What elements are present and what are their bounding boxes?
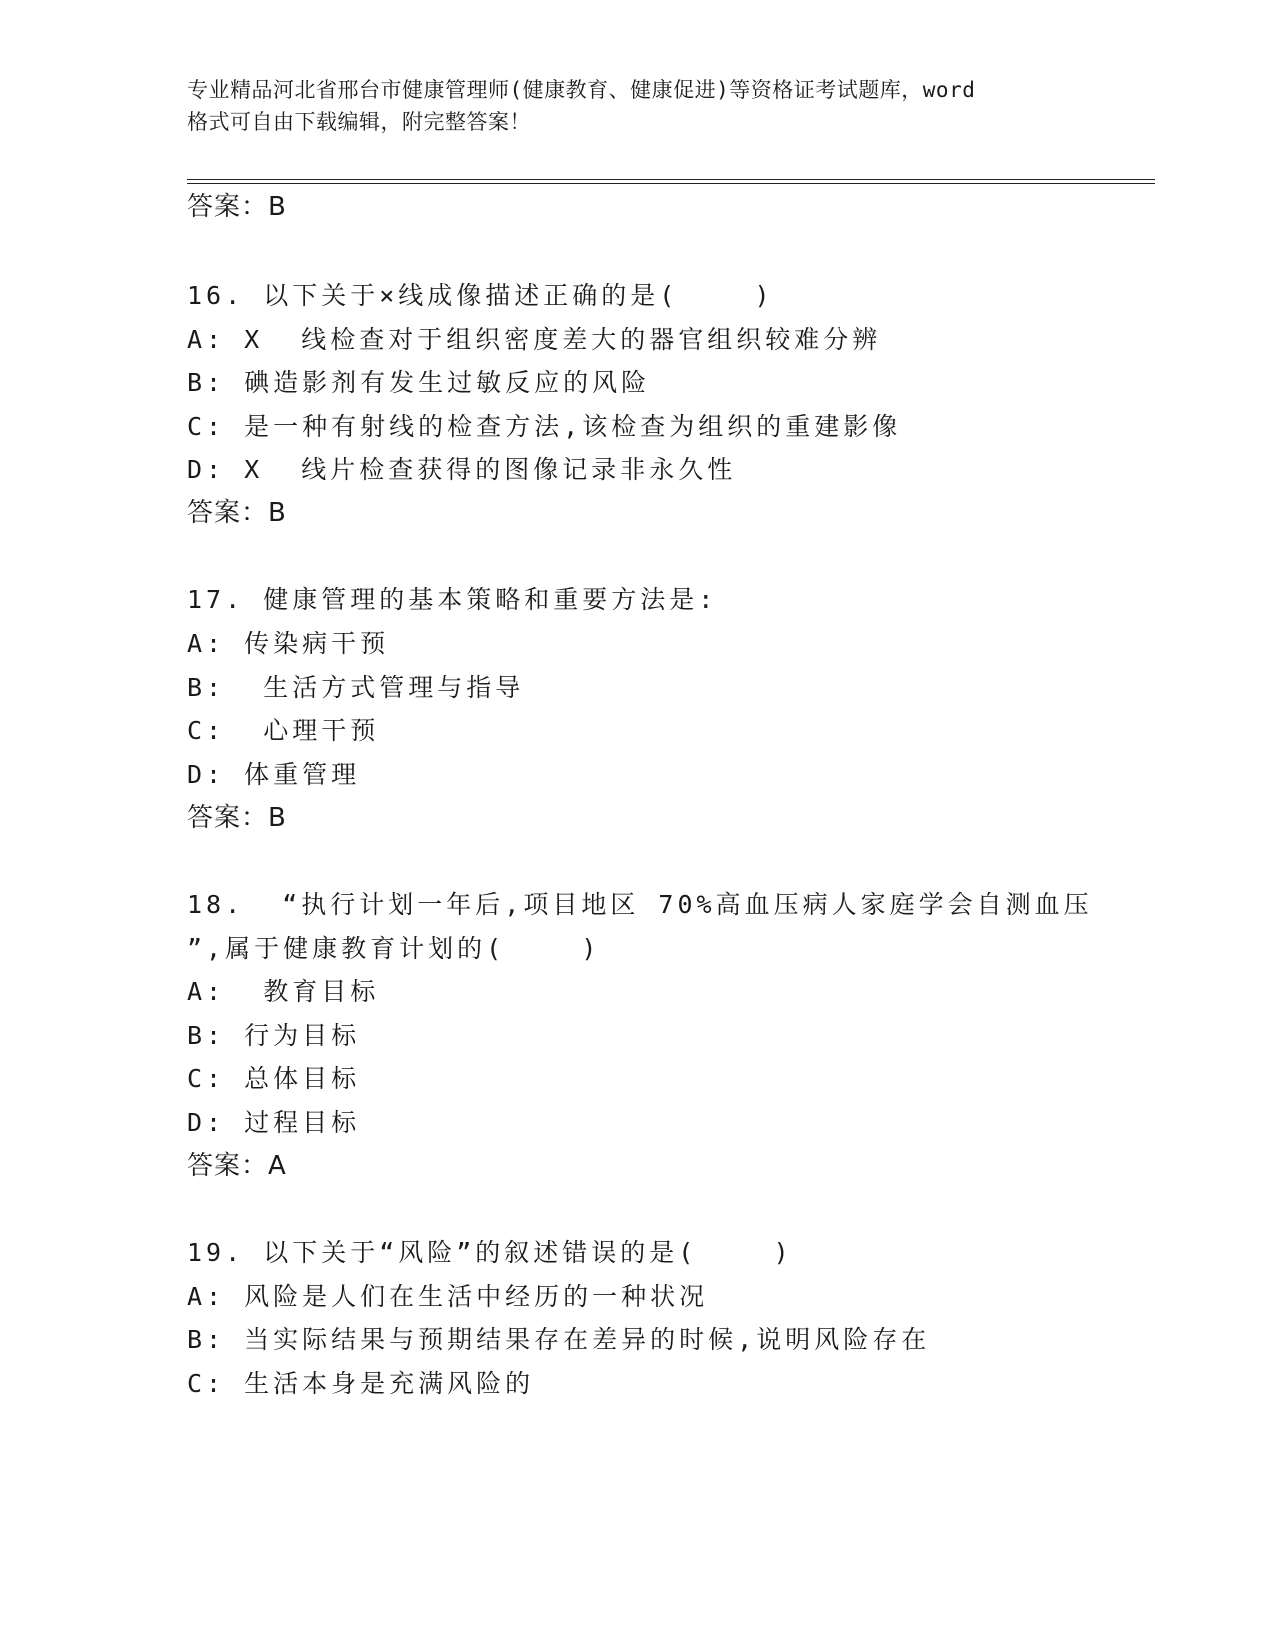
question-17-option-b: B: 生活方式管理与指导 xyxy=(187,673,525,702)
question-16-option-d: D: X 线片检查获得的图像记录非永久性 xyxy=(187,455,737,484)
answer-16: 答案：B xyxy=(187,498,287,528)
question-19-option-c: C: 生活本身是充满风险的 xyxy=(187,1369,535,1398)
question-17-option-d: D: 体重管理 xyxy=(187,760,361,789)
question-18-stem-continued: ”,属于健康教育计划的( ) xyxy=(187,934,601,963)
page-header xyxy=(187,74,1097,138)
answer-17: 答案：B xyxy=(187,803,287,833)
answer-15: 答案：B xyxy=(187,192,287,222)
question-17-stem: 17. 健康管理的基本策略和重要方法是: xyxy=(187,585,718,614)
question-16-option-b: B: 碘造影剂有发生过敏反应的风险 xyxy=(187,368,651,397)
question-16-stem: 16. 以下关于×线成像描述正确的是( ) xyxy=(187,281,774,310)
question-16-option-a: A: X 线检查对于组织密度差大的器官组织较难分辨 xyxy=(187,325,882,354)
question-16-option-c: C: 是一种有射线的检查方法,该检查为组织的重建影像 xyxy=(187,412,902,441)
question-18-option-d: D: 过程目标 xyxy=(187,1108,361,1137)
question-19-option-a: A: 风险是人们在生活中经历的一种状况 xyxy=(187,1282,709,1311)
question-18-option-a: A: 教育目标 xyxy=(187,977,380,1006)
header-line-1: 专业精品河北省邢台市健康管理师(健康教育、健康促进)等资格证考试题库，word xyxy=(187,78,976,102)
question-18-option-b: B: 行为目标 xyxy=(187,1021,361,1050)
question-19-stem: 19. 以下关于“风险”的叙述错误的是( ) xyxy=(187,1238,793,1267)
header-divider-top xyxy=(187,179,1155,180)
header-divider-bottom xyxy=(187,183,1155,184)
question-17-option-c: C: 心理干预 xyxy=(187,716,380,745)
question-18-option-c: C: 总体目标 xyxy=(187,1064,361,1093)
question-19-option-b: B: 当实际结果与预期结果存在差异的时候,说明风险存在 xyxy=(187,1325,931,1354)
header-line-2: 格式可自由下载编辑，附完整答案！ xyxy=(187,110,531,134)
question-17-option-a: A: 传染病干预 xyxy=(187,629,390,658)
question-18-stem: 18. “执行计划一年后,项目地区 70%高血压病人家庭学会自测血压 xyxy=(187,890,1093,919)
answer-18: 答案：A xyxy=(187,1151,287,1181)
